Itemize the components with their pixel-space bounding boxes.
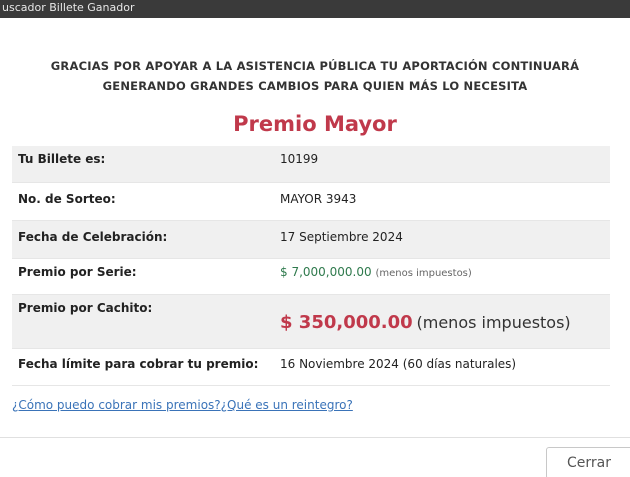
- series-prize-label: Premio por Serie:: [18, 265, 137, 279]
- series-prize-value: [276, 259, 610, 294]
- prize-title: Premio Mayor: [233, 112, 397, 136]
- series-prize-amount: $ 7,000,000.00: [280, 265, 372, 279]
- series-prize-tax-note: (menos impuestos): [375, 268, 472, 279]
- cachito-prize-label: Premio por Cachito:: [18, 301, 153, 315]
- close-button[interactable]: Cerrar: [546, 447, 630, 477]
- deadline-value: 16 Noviembre 2024 (60 días naturales): [280, 357, 517, 371]
- date-label: Fecha de Celebración:: [18, 230, 168, 244]
- how-to-claim-link[interactable]: ¿Cómo puedo cobrar mis premios?: [12, 398, 221, 412]
- dialog-title: uscador Billete Ganador: [0, 0, 630, 18]
- thank-you-line-1: GRACIAS POR APOYAR A LA ASISTENCIA PÚBLICA TU APORTACIÓN CONTINUARÁ: [50, 59, 580, 73]
- dialog-footer: [0, 437, 630, 477]
- table-row-ticket: [12, 146, 610, 183]
- what-is-reintegro-link[interactable]: ¿Qué es un reintegro?: [220, 398, 353, 412]
- thank-you-line-2: GENERANDO GRANDES CAMBIOS PARA QUIEN MÁS LO NECESITA: [102, 79, 528, 93]
- thank-you-message: [22, 56, 608, 96]
- table-row-series-prize: [12, 259, 610, 295]
- table-row-deadline: [12, 349, 610, 386]
- deadline-label: Fecha límite para cobrar tu premio:: [18, 357, 259, 371]
- ticket-value: 10199: [280, 152, 319, 166]
- draw-value: MAYOR 3943: [280, 192, 357, 206]
- ticket-label: Tu Billete es:: [18, 152, 106, 166]
- prize-details-table: [12, 146, 610, 386]
- table-row-draw: [12, 183, 610, 221]
- table-row-cachito-prize: [12, 295, 610, 349]
- table-row-date: [12, 221, 610, 259]
- cachito-prize-tax-note: (menos impuestos): [416, 313, 571, 332]
- help-links: [12, 398, 630, 412]
- draw-label: No. de Sorteo:: [18, 192, 116, 206]
- date-value: 17 Septiembre 2024: [280, 230, 403, 244]
- cachito-prize-amount: $ 350,000.00: [280, 312, 413, 333]
- cachito-prize-value: [276, 295, 610, 348]
